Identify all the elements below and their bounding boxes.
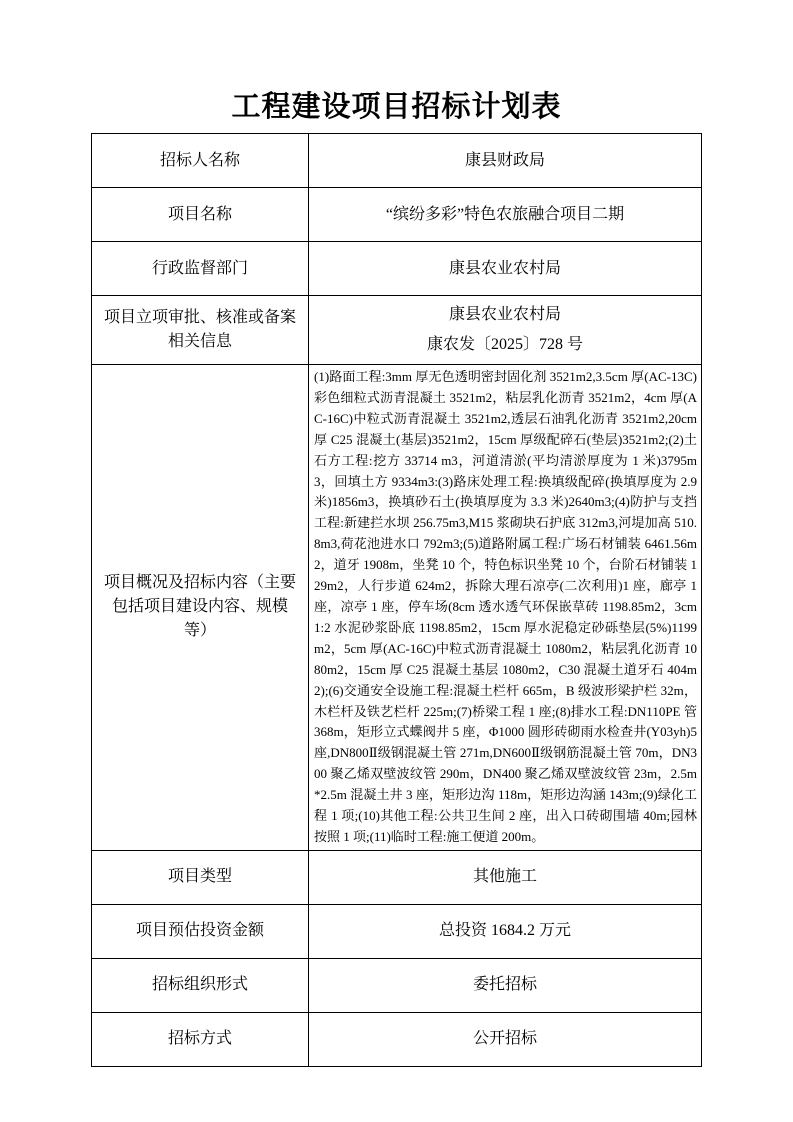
row-bid-method xyxy=(92,1012,702,1066)
project-overview-label: 项目概况及招标内容（主要包括项目建设内容、规模等） xyxy=(92,365,309,851)
row-project-type xyxy=(92,850,702,904)
project-type-label: 项目类型 xyxy=(92,850,309,904)
tenderer-name-value: 康县财政局 xyxy=(309,134,702,188)
estimated-investment-value: 总投资 1684.2 万元 xyxy=(309,904,702,958)
row-bid-organization-form xyxy=(92,958,702,1012)
row-estimated-investment xyxy=(92,904,702,958)
approval-document-number: 康农发〔2025〕728 号 xyxy=(426,336,583,353)
bid-method-value: 公开招标 xyxy=(309,1012,702,1066)
approval-info-label: 项目立项审批、核准或备案相关信息 xyxy=(92,296,309,365)
estimated-investment-label: 项目预估投资金额 xyxy=(92,904,309,958)
project-name-value: “缤纷多彩”特色农旅融合项目二期 xyxy=(309,188,702,242)
row-tenderer-name xyxy=(92,134,702,188)
row-supervision-department xyxy=(92,242,702,296)
supervision-department-label: 行政监督部门 xyxy=(92,242,309,296)
bid-method-label: 招标方式 xyxy=(92,1012,309,1066)
approval-info-value xyxy=(309,296,702,365)
row-approval-info xyxy=(92,296,702,365)
row-project-name xyxy=(92,188,702,242)
bid-organization-form-label: 招标组织形式 xyxy=(92,958,309,1012)
page-title: 工程建设项目招标计划表 xyxy=(231,91,562,123)
bidding-plan-table xyxy=(91,133,702,1067)
tenderer-name-label: 招标人名称 xyxy=(92,134,309,188)
row-project-overview xyxy=(92,365,702,851)
bid-organization-form-value: 委托招标 xyxy=(309,958,702,1012)
project-overview-value: (1)路面工程:3mm 厚无色透明密封固化剂 3521m2,3.5cm 厚(AC-13C)彩色细粒式沥青混凝土 3521m2，粘层乳化沥青 3521m2，4cm 厚(AC-16C)中粒式沥青混凝土 3521m2,透层石油乳化沥青 3521m2,20cm 厚 C25 混凝土(基层)3521m2，15cm 厚级配碎石(垫层)3521m2;(2)土石方工程:挖方 33714 m3，河道清淤(平均清淤厚度为 1 米)3795m3，回填土方 9334m3:(3)路床处理工程:换填级配碎(换填厚度为 2.9 米)1856m3，换填砂石土(换填厚度为 3.3 米)2640m3;(4)防护与支挡工程:新建拦水坝 256.75m3,M15 浆砌块石护底 312m3,河堤加高 510.8m3,荷花池进水口 792m3;(5)道路附属工程:广场石材铺装 6461.56m2，道牙 1908m，坐凳 10 个，特色标识坐凳 10 个，台阶石材铺装 129m2，人行步道 624m2，拆除大理石凉亭(二次利用)1 座，廊亭 1 座，凉亭 1 座，停车场(8cm 透水透气环保嵌草砖 1198.85m2，3cm1:2 水泥砂浆卧底 1198.85m2，15cm 厚水泥稳定砂砾垫层(5%)1199m2，5cm 厚(AC-16C)中粒式沥青混凝土 1080m2，粘层乳化沥青 1080m2，15cm 厚 C25 混凝土基层 1080m2，C30 混凝土道牙石 404m2);(6)交通安全设施工程:混凝土栏杆 665m，B 级波形梁护栏 32m，木栏杆及铁艺栏杆 225m;(7)桥梁工程 1 座;(8)排水工程:DN110PE 管 368m，矩形立式蝶阀井 5 座，Φ1000 圆形砖砌雨水检查井(Y03yh)5 座,DN800Ⅱ级钢混凝土管 271m,DN600Ⅱ级钢筋混凝土管 70m，DN300 聚乙烯双壁波纹管 290m，DN400 聚乙烯双壁波纹管 23m，2.5m*2.5m 混凝土井 3 座，矩形边沟 118m，矩形边沟涵 143m;(9)绿化工程 1 项;(10)其他工程:公共卫生间 2 座，出入口砖砌围墙 40m;园林按照 1 项;(11)临时工程:施工便道 200m。 xyxy=(309,365,702,851)
project-name-label: 项目名称 xyxy=(92,188,309,242)
supervision-department-value: 康县农业农村局 xyxy=(309,242,702,296)
approval-authority: 康县农业农村局 xyxy=(448,306,561,323)
project-type-value: 其他施工 xyxy=(309,850,702,904)
